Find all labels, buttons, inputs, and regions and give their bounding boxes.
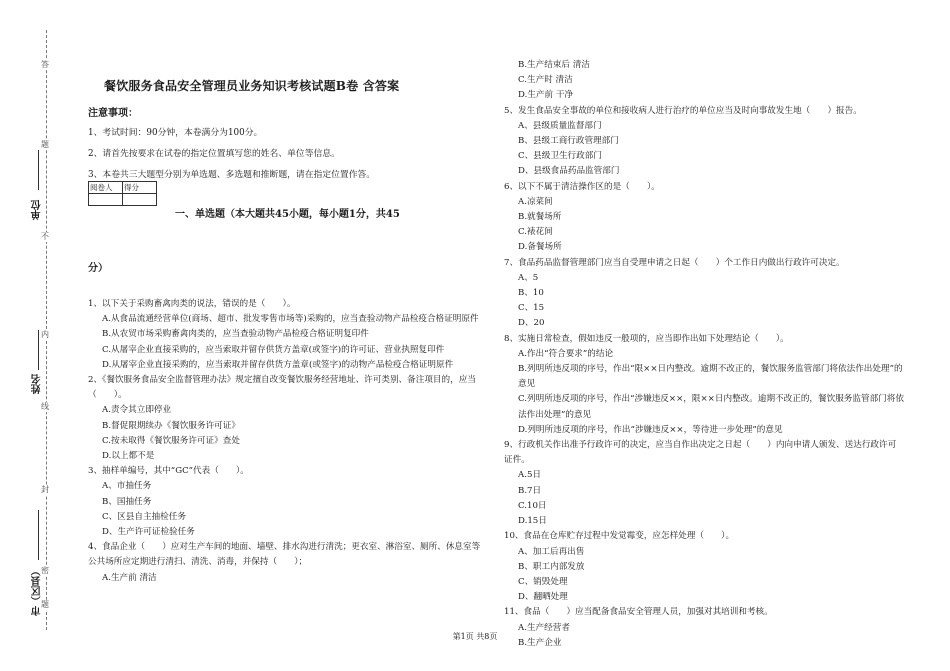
notice-item: 3、本卷共三大题型分别为单选题、多选题和推断题，请在指定位置作答。 [88,170,376,180]
question-option: B.生产企业 [518,637,562,648]
question-option: C、15 [518,303,545,314]
question-option: B、职工内部发放 [518,561,585,572]
score-cell [123,194,157,206]
question-option: B、国抽任务 [102,496,152,507]
question-option: A、5 [518,272,539,283]
question-option: A、加工后再出售 [518,546,585,557]
unit-underline [38,150,39,190]
question-option: D.以上都不是 [102,451,155,462]
section-title-continued: 分） [88,263,108,274]
reviewer-header: 阅卷人 [89,182,123,194]
question-option: C.10日 [518,500,547,511]
question-stem: 7、食品药品监督管理部门应当自受理申请之日起（ ）个工作日内做出行政许可决定。 [504,257,845,268]
question-option: D.从屠宰企业直接采购的，应当索取并留存供货方盖章(或签字)的动物产品检疫合格证明原件 [102,359,454,370]
question-option: C、区县自主抽检任务 [102,511,186,522]
district-underline [38,510,39,560]
question-stem: 3、抽样单编号，其中“GC”代表（ ）。 [88,466,249,477]
question-option: C.列明所违反项的序号，作出“涉嫌违反××，限××日内整改。逾期不改正的，餐饮服务监管部门将依法作出处理”的意见 [518,394,904,420]
notice-item: 2、请首先按要求在试卷的指定位置填写您的姓名、单位等信息。 [88,149,340,159]
question-option: D、翻晒处理 [518,592,568,603]
notice-heading: 注意事项： [88,108,138,119]
question-stem: 9、行政机关作出准予行政许可的决定，应当自作出决定之日起（ ）内向申请人颁发、送达行政许可证件。 [504,440,897,466]
page-title: 餐饮服务食品安全管理员业务知识考核试题B卷 含答案 [104,79,400,93]
question-stem: 2、《餐饮服务食品安全监督管理办法》规定擅自改变餐饮服务经营地址、许可类别、备注项目的，应当（ ）。 [88,375,476,401]
question-option: C.裱花间 [518,227,553,238]
binding-char: 答 [41,60,49,69]
question-option: A.凉菜间 [518,196,553,207]
question-option: C.生产时 清洁 [518,75,573,86]
question-option: D.15日 [518,516,547,527]
question-option: A.生产经营者 [518,622,570,633]
name-label: 姓名 [32,374,43,394]
question-stem: 4、食品企业（ ）应对生产车间的地面、墙壁、排水沟进行清洗；更衣室、淋浴室、厕所、休息室等公共场所应定期进行清扫、清洗、消毒，并保持（ ）； [88,542,481,568]
question-option: A.从食品流通经营单位(商场、超市、批发零售市场等)采购的，应当查验动物产品检疫合格证明原件 [102,314,479,325]
question-option: B、10 [518,288,544,299]
question-option: A.责令其立即停业 [102,405,172,416]
notice-item: 1、考试时间：90分钟，本卷满分为100分。 [88,128,263,138]
notice-list [88,123,375,186]
question-option: A.作出“符合要求”的结论 [518,348,614,359]
score-table [88,181,157,206]
question-option: D、20 [518,318,545,329]
question-stem: 8、实施日常检查，假如违反一般项的，应当即作出如下处理结论（ ）。 [504,333,789,344]
question-option: B.从农贸市场采购畜禽肉类的，应当查验动物产品检疫合格证明复印件 [102,329,369,340]
binding-char: 内 [41,330,49,339]
unit-label: 单位 [32,200,43,220]
name-underline [38,330,39,370]
question-option: B.列明所违反项的序号，作出“限××日内整改。逾期不改正的，餐饮服务监管部门将依法作出处理”的意见 [518,364,903,390]
question-option: C、县级卫生行政部门 [518,151,602,162]
question-stem: 1、以下关于采购畜禽肉类的说法，错误的是（ ）。 [88,299,296,309]
question-option: D、县级食品药品监管部门 [518,166,620,177]
question-option: A.5日 [518,470,541,481]
question-stem: 11、食品（ ）应当配备食品安全管理人员，加强对其培训和考核。 [504,607,773,618]
score-header: 得分 [123,182,157,194]
question-option: D.生产前 干净 [518,90,574,101]
section-title: 一、单选题（本大题共45小题，每小题1分，共45 [175,209,400,220]
question-option: B、县级工商行政管理部门 [518,136,619,147]
binding-char: 题 [41,140,49,149]
question-option: C、销毁处理 [518,576,568,587]
question-option: D、生产许可证检验任务 [102,527,195,538]
page-footer: 第1页 共8页 [452,632,498,641]
question-stem: 6、以下不属于清洁操作区的是（ ）。 [504,181,660,192]
question-option: A、市抽任务 [102,481,152,492]
question-option: C.从屠宰企业直接采购的，应当索取并留存供货方盖章(或签字)的许可证、营业执照复印件 [102,344,445,355]
question-stem: 10、食品在仓库贮存过程中发觉霉变，应怎样处理（ ）。 [504,531,735,542]
binding-margin [0,0,80,671]
question-option: D.列明所违反项的序号，作出“涉嫌违反××，等待进一步处理”的意见 [518,424,783,435]
question-option: B.就餐场所 [518,212,562,223]
question-option: B.督促限期续办《餐饮服务许可证》 [102,420,240,431]
binding-char: 线 [41,402,49,411]
binding-char: 不 [41,232,49,241]
question-option: D.备餐场所 [518,242,562,253]
binding-char: 密 [41,566,49,575]
question-stem: 5、发生食品安全事故的单位和接收病人进行治疗的单位应当及时向事故发生地（ ）报告。 [504,105,862,116]
left-column-questions [88,297,488,586]
question-option: B.7日 [518,485,542,496]
question-option: C.按未取得《餐饮服务许可证》查处 [102,435,240,446]
district-label: 市（区县） [32,566,43,616]
right-column-questions [504,58,904,651]
question-option: A.生产前 清洁 [102,572,157,583]
question-option: B.生产结束后 清洁 [518,60,590,70]
question-option: A、县级质量监督部门 [518,120,602,131]
reviewer-cell [89,194,123,206]
binding-char: 题 [41,600,49,609]
binding-char: 封 [41,485,49,494]
